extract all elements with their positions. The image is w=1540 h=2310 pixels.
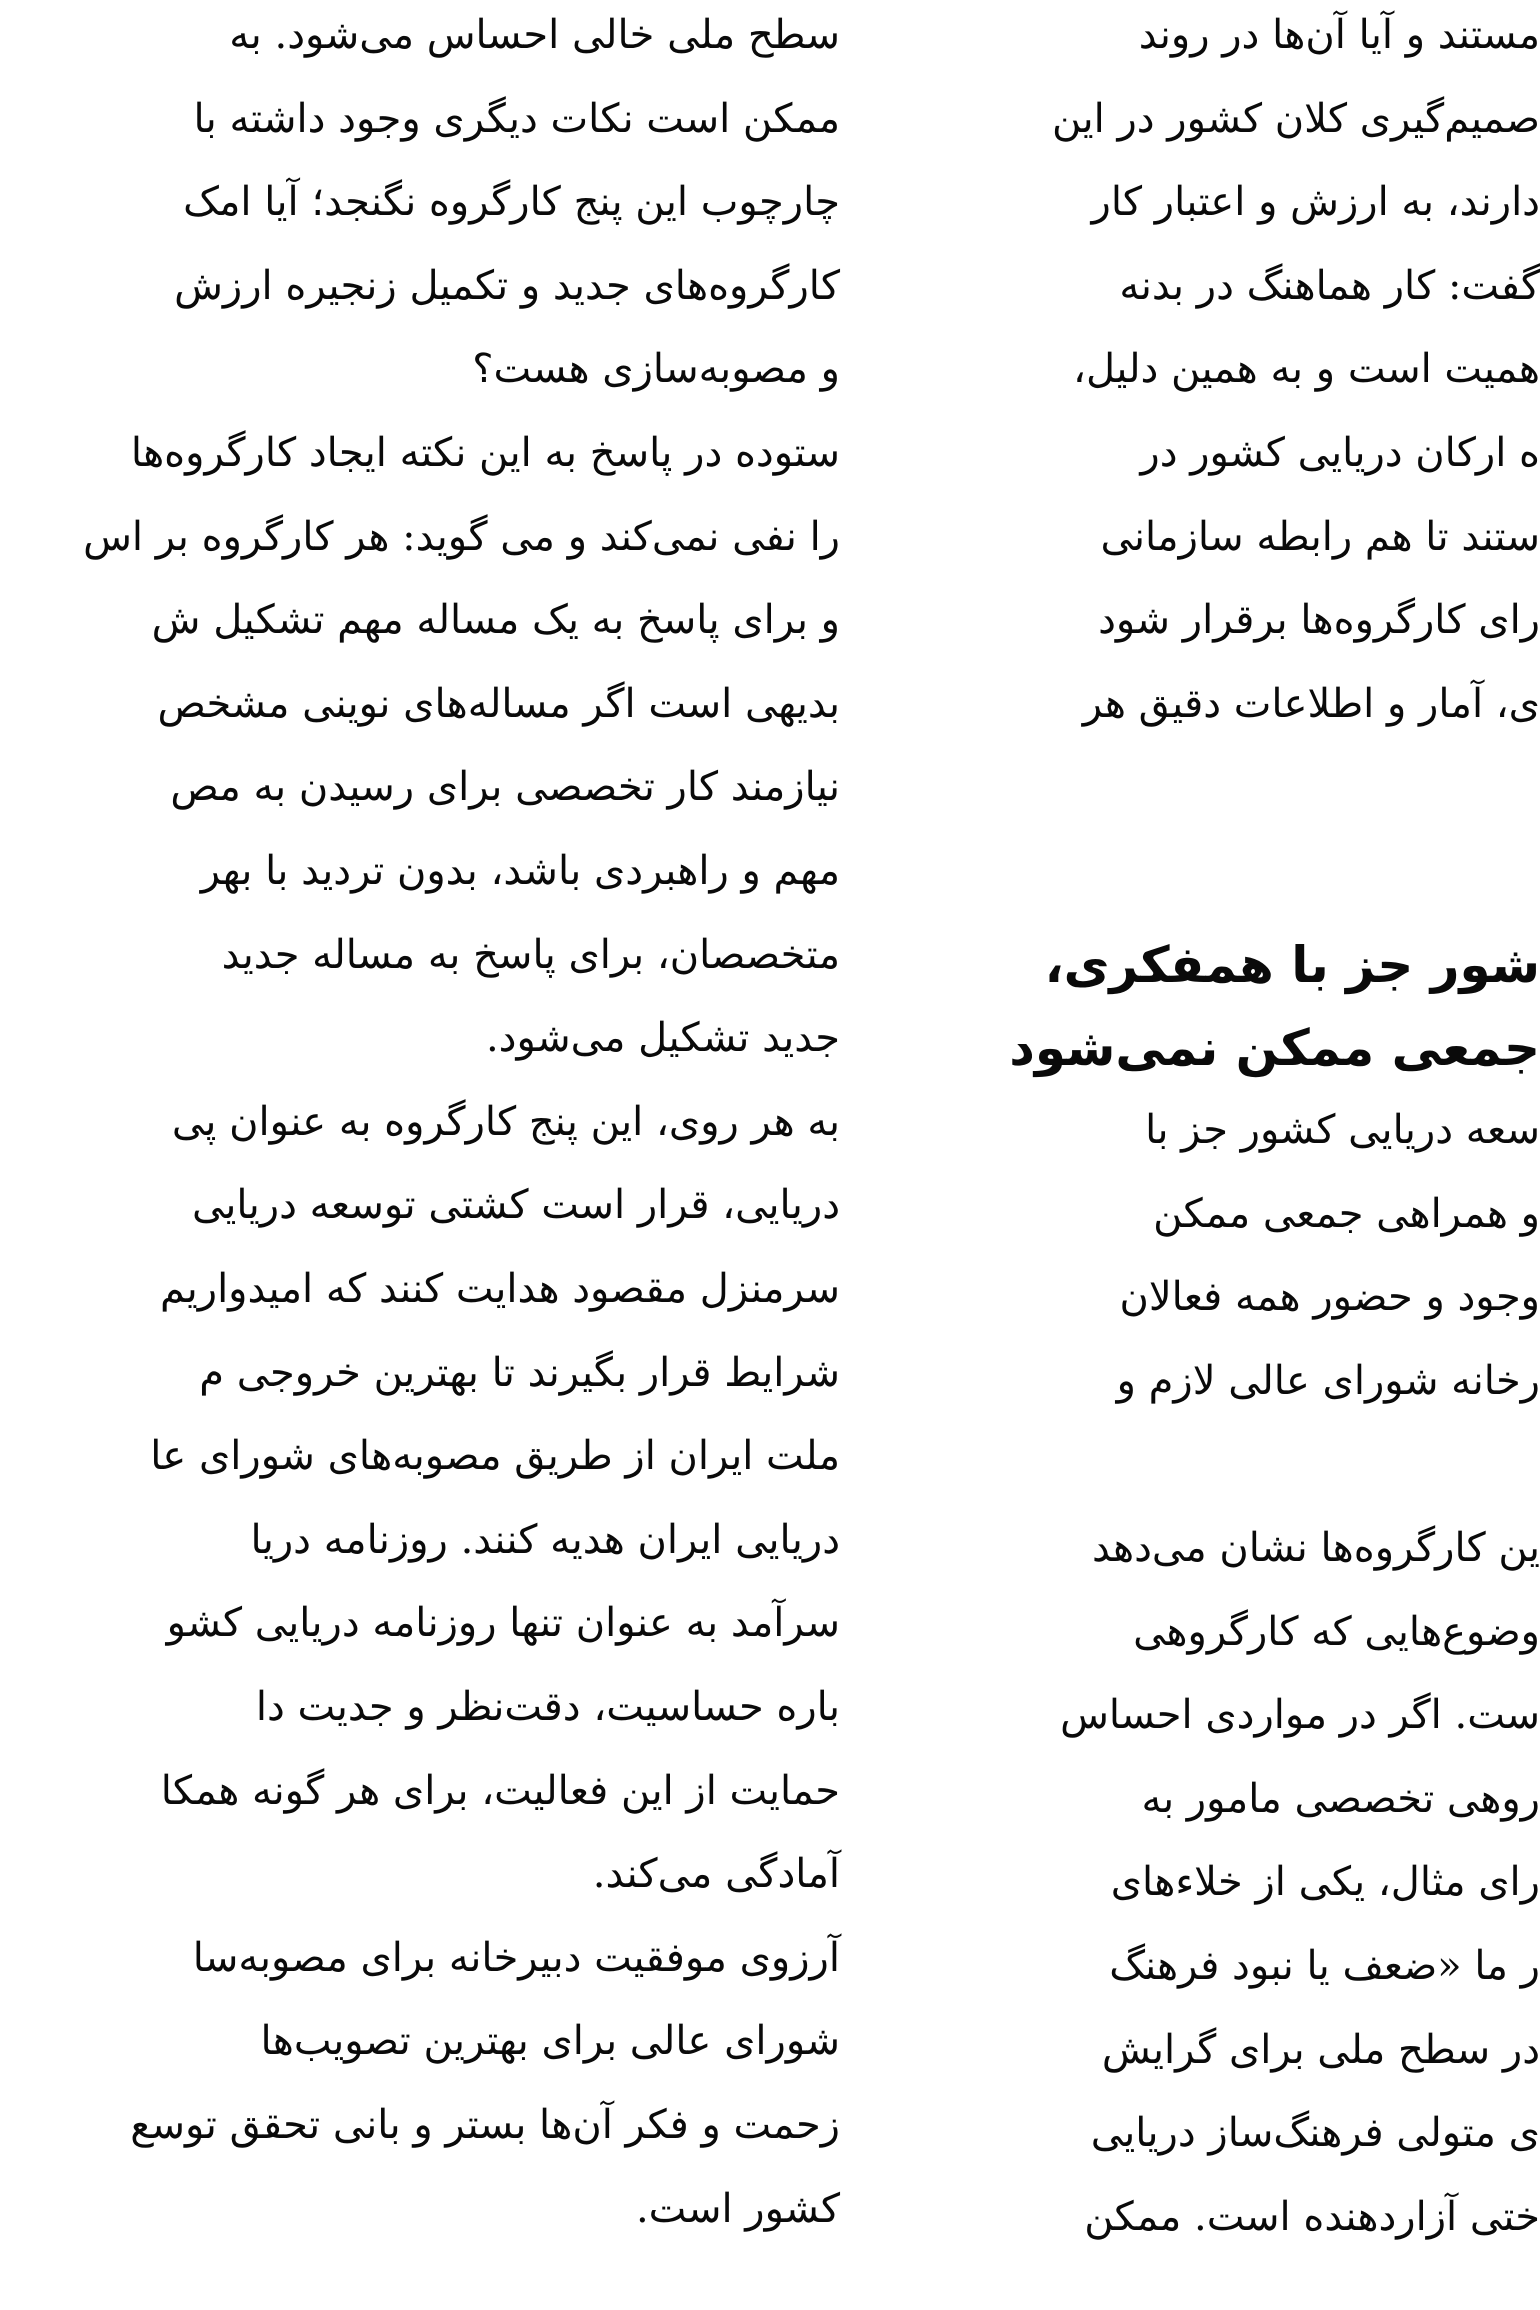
- left-text-line: آمادگی می‌کند.: [592, 1851, 840, 1898]
- right-text-line: روهی تخصصی مامور به: [1141, 1775, 1540, 1822]
- section-headline: جمعی ممکن نمی‌شود: [1009, 1019, 1540, 1077]
- left-text-line: چارچوب این پنج کارگروه نگنجد؛ آیا امک: [183, 179, 840, 226]
- left-text-line: دریایی ایران هدیه کنند. روزنامه دریا: [250, 1516, 840, 1563]
- right-text-line: ین کارگروه‌ها نشان می‌دهد: [1092, 1525, 1540, 1571]
- right-text-line: همیت است و به همین دلیل،: [1073, 346, 1540, 393]
- right-text-line: ر ما «ضعف یا نبود فرهنگ: [1109, 1943, 1540, 1989]
- left-text-line: و مصوبه‌سازی هست؟: [472, 346, 840, 393]
- left-text-line: شرایط قرار بگیرند تا بهترین خروجی م: [199, 1349, 840, 1396]
- right-text-line: ی متولی فرهنگ‌ساز دریایی: [1090, 2110, 1540, 2157]
- left-text-line: نیازمند کار تخصصی برای رسیدن به مص: [170, 764, 840, 811]
- left-text-line: متخصصان، برای پاسخ به مساله جدید: [221, 931, 840, 978]
- left-text-line: آرزوی موفقیت دبیرخانه برای مصوبه‌سا: [192, 1934, 840, 1981]
- section-headline: شور جز با همفکری،: [1044, 936, 1540, 994]
- left-text-line: ممکن است نکات دیگری وجود داشته با: [193, 95, 840, 142]
- right-text-line: و همراهی جمعی ممکن: [1153, 1190, 1540, 1237]
- left-text-line: سرمنزل مقصود هدایت کنند که امیدواریم: [160, 1266, 840, 1312]
- right-text-line: رای کارگروه‌ها برقرار شود: [1098, 597, 1540, 644]
- left-text-line: کارگروه‌های جدید و تکمیل زنجیره ارزش: [174, 262, 840, 309]
- right-text-line: ی، آمار و اطلاعات دقیق هر: [1082, 680, 1540, 727]
- right-text-line: سعه دریایی کشور جز با: [1145, 1107, 1540, 1153]
- left-text-line: بدیهی است اگر مساله‌های نوینی مشخص: [157, 680, 840, 727]
- left-text-line: دریایی، قرار است کشتی توسعه دریایی: [191, 1182, 840, 1229]
- right-text-line: ه ارکان دریایی کشور در: [1140, 430, 1540, 476]
- left-text-line: به هر روی، این پنج کارگروه به عنوان پی: [171, 1098, 840, 1145]
- left-text-line: باره حساسیت، دقت‌نظر و جدیت دا: [255, 1684, 840, 1730]
- right-column: [940, 0, 1540, 2310]
- left-text-line: سطح ملی خالی احساس می‌شود. به: [229, 12, 840, 58]
- right-text-line: وضوع‌هایی که کارگروهی: [1133, 1608, 1540, 1655]
- right-text-line: مستند و آیا آن‌ها در روند: [1138, 12, 1540, 58]
- left-text-line: ملت ایران از طریق مصوبه‌های شورای عا: [150, 1433, 840, 1480]
- right-text-line: وجود و حضور همه فعالان: [1119, 1274, 1540, 1321]
- left-text-line: شورای عالی برای بهترین تصویب‌ها: [260, 2018, 840, 2065]
- left-text-line: حمایت از این فعالیت، برای هر گونه همکا: [160, 1767, 840, 1814]
- left-text-line: مهم و راهبردی باشد، بدون تردید با بهر: [200, 848, 840, 894]
- right-text-line: در سطح ملی برای گرایش: [1101, 2026, 1540, 2073]
- left-text-line: را نفی نمی‌کند و می گوید: هر کارگروه بر اس: [83, 513, 840, 560]
- left-text-line: جدید تشکیل می‌شود.: [485, 1015, 840, 1062]
- right-text-line: ستند تا هم رابطه سازمانی: [1100, 513, 1540, 560]
- right-text-line: گفت: کار هماهنگ در بدنه: [1119, 262, 1540, 309]
- left-text-line: و برای پاسخ به یک مساله مهم تشکیل ش: [151, 597, 840, 644]
- right-text-line: رای مثال، یکی از خلاءهای: [1110, 1859, 1540, 1906]
- right-text-line: صمیم‌گیری کلان کشور در این: [1052, 95, 1540, 142]
- right-text-line: دارند، به ارزش و اعتبار کار: [1091, 179, 1540, 226]
- right-text-line: ختی آزاردهنده است. ممکن: [1084, 2193, 1540, 2240]
- right-text-line: رخانه شورای عالی لازم و: [1116, 1357, 1540, 1404]
- left-text-line: زحمت و فکر آن‌ها بستر و بانی تحقق توسع: [130, 2102, 840, 2148]
- left-text-line: کشور است.: [635, 2185, 840, 2232]
- right-text-line: ست. اگر در مواردی احساس: [1060, 1692, 1540, 1739]
- left-text-line: ستوده در پاسخ به این نکته ایجاد کارگروه‌ها: [130, 430, 840, 476]
- left-text-line: سرآمد به عنوان تنها روزنامه دریایی کشو: [166, 1600, 840, 1647]
